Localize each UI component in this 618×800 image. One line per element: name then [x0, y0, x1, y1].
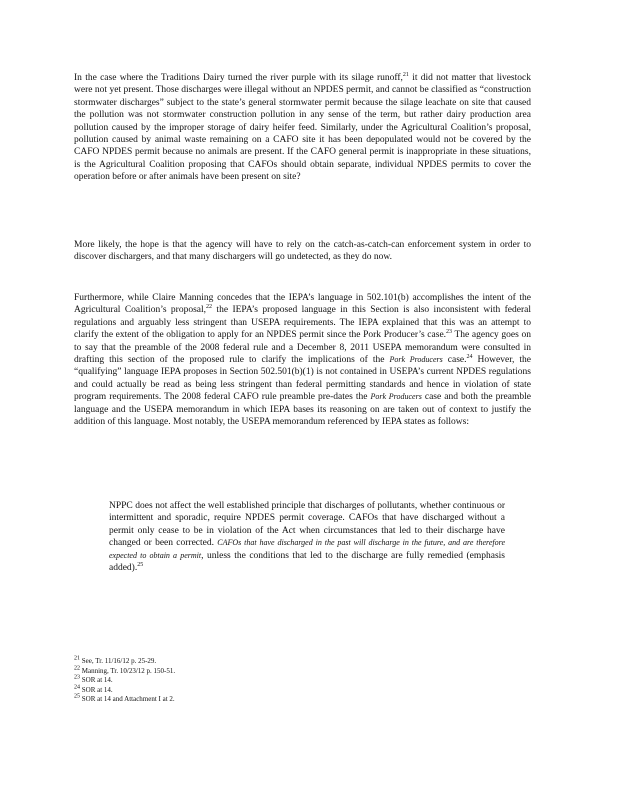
footnote-ref-23: 23 [446, 329, 453, 336]
paragraph-text: the IEPA’s proposed language in this Section is also inconsistent with federal regulations and arguably less stringent than USEPA requirements. The IEPA explained that this was an attempt to clarify the extent of the obligation to apply for an NPDES permit since the Pork Producer’s case. [74, 305, 532, 341]
case-name: Pork Producers [370, 392, 422, 402]
paragraph-text: case and both the preamble language and the USEPA memorandum in which IEPA bases its reasoning on are taken out of context to justify the addition of this language. Most notably, the USEPA memorandum referenced by IEPA states as follows: [74, 392, 531, 428]
paragraph-text: In the case where the Traditions Dairy turned the river purple with its silage runoff, [74, 73, 403, 83]
paragraph-enforcement: More likely, the hope is that the agency will have to rely on the catch-as-catch-can enforcement system in order to discover dischargers, and that many dischargers will go undetected, as they do now. [74, 240, 531, 263]
paragraph-furthermore [74, 292, 531, 428]
paragraph-text: The agency goes on to say that the preamble of the 2008 federal rule and a December 8, 2011 USEPA memorandum were consulted in drafting this section of the proposed rule to clarify the implications of the [74, 330, 531, 366]
footnote-22: $^{22}$ Manning, Tr. 10/23/12 p. 150-51. [74, 665, 176, 675]
quote-text: NPPC does not affect the well established principle that discharges of pollutants, whether continuous or intermittent and sporadic, require NPDES permit coverage. CAFOs that have discharged without a permit only cease to be in violation of the Act when circumstances that led to their discharge have changed or been corrected. [109, 501, 505, 549]
footnote-23: $^{23}$ SOR at 14. [74, 674, 113, 685]
paragraph-text: it did not matter that livestock were not yet present. Those discharges were illegal without an NPDES permit, and cannot be classified as “construction stormwater discharges” subject to the state’s general stormwater permit because the silage leachate on site that caused the pollution was not stormwater construction pollution in any sense of the term, but rather dairy production area pollution caused by the improper storage of dairy heifer feed. Similarly, under the Agricultural Coalition’s proposal, pollution caused by animal waste remaining on a CAFO site it has been depopulated would not be covered by the CAFO NPDES permit because no animals are present. If the CAFO general permit is inappropriate in these situations, is the Agricultural Coalition proposing that CAFOs should obtain separate, individual NPDES permits to cover the operation before or after animals have been present on site? [74, 73, 531, 183]
footnote-ref-25: 25 [137, 561, 144, 568]
footnote-25: $^{25}$ SOR at 14 and Attachment I at 2. [74, 694, 175, 704]
footnotes [74, 657, 374, 705]
quote-text: , unless the conditions that led to the discharge are fully remedied (emphasis added). [109, 550, 505, 574]
footnote-21: $^{21}$ See, Tr. 11/16/12 p. 25-29. [74, 655, 157, 665]
block-quote [109, 500, 505, 574]
case-name: Pork Producers [389, 355, 443, 365]
paragraph-text: case. [442, 355, 467, 366]
paragraph-text: However, the “qualifying” language IEPA proposes in Section 502.501(b)(1) is not contained in USEPA’s current NPDES regulations and could actually be read as being less stringent than federal permitting standards and hence in violation of state program requirements. The 2008 federal CAFO rule preamble pre-dates the [74, 355, 531, 403]
paragraph-traditions-dairy [74, 72, 531, 184]
quote-emphasis: CAFOs that have discharged in the past will discharge in the future, and are therefore expected to obtain a permit [109, 538, 505, 560]
footnote-ref-24: 24 [466, 353, 473, 360]
paragraph-text: Furthermore, while Claire Manning concedes that the IEPA’s language in 502.101(b) accomplishes the intent of the Agricultural Coalition’s proposal, [74, 293, 531, 316]
footnote-ref-21: 21 [402, 71, 409, 78]
footnote-24: $^{24}$ SOR at 14. [74, 684, 113, 694]
footnote-ref-22: 22 [206, 304, 213, 311]
